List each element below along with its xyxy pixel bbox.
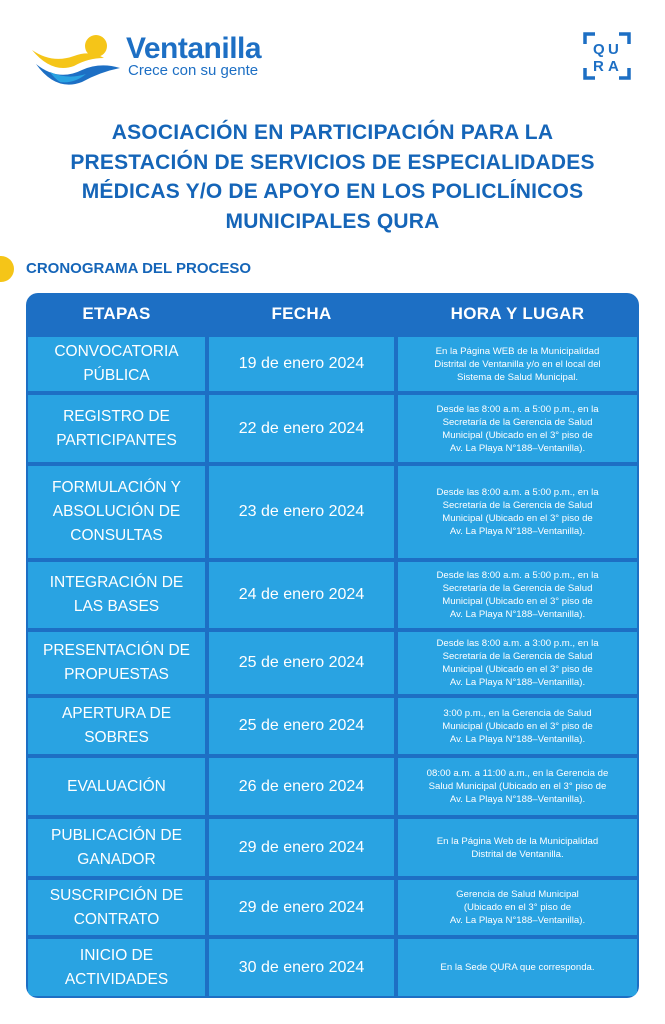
table-row [26, 937, 639, 998]
brand-tagline: Crece con su gente [128, 62, 259, 79]
date-label: 22 de enero 2024 [238, 419, 365, 437]
date-label: 25 de enero 2024 [238, 654, 365, 671]
stage-cell [28, 395, 205, 462]
stage-cell [28, 632, 205, 694]
svg-text:U: U [608, 41, 619, 58]
date-cell [209, 819, 394, 876]
date-label: 29 de enero 2024 [238, 838, 365, 856]
date-cell [209, 395, 394, 462]
table-row [26, 335, 639, 393]
ventanilla-logo [30, 28, 280, 88]
table-row [26, 756, 639, 817]
table-row [26, 464, 639, 560]
date-cell [209, 939, 394, 996]
table-row [26, 630, 639, 696]
date-label: 24 de enero 2024 [238, 586, 365, 603]
date-cell [209, 337, 394, 391]
stage-label: INTEGRACIÓN DE LAS BASES [49, 574, 184, 615]
date-label: 25 de enero 2024 [238, 717, 365, 734]
header-hora-lugar: HORA Y LUGAR [450, 304, 585, 323]
schedule-table [26, 293, 639, 998]
date-cell [209, 698, 394, 754]
svg-text:R: R [593, 58, 604, 75]
place-cell [398, 939, 637, 996]
stage-cell [28, 939, 205, 996]
place-cell [398, 562, 637, 628]
title-line: ASOCIACIÓN EN PARTICIPACIÓN PARA LA [111, 121, 554, 144]
place-label: 3:00 p.m., en la Gerencia de Salud Municipal (Ubicado en el 3° piso de Av. La Playa N°188–Ventanilla). [442, 707, 593, 745]
table-row [26, 393, 639, 464]
date-cell [209, 562, 394, 628]
stage-label: CONVOCATORIA PÚBLICA [54, 343, 179, 384]
page-title [20, 118, 645, 236]
date-label: 19 de enero 2024 [238, 355, 365, 372]
stage-label: SUSCRIPCIÓN DE CONTRATO [49, 886, 184, 928]
stage-label: INICIO DE ACTIVIDADES [64, 946, 169, 988]
date-label: 23 de enero 2024 [238, 503, 365, 520]
date-cell [209, 880, 394, 935]
title-line: MÉDICAS Y/O DE APOYO EN LOS POLICLÍNICOS [81, 180, 584, 203]
date-cell [209, 466, 394, 558]
title-line: PRESTACIÓN DE SERVICIOS DE ESPECIALIDADES [70, 150, 595, 174]
place-label: Desde las 8:00 a.m. a 3:00 p.m., en la Secretaría de la Gerencia de Salud Municipal (Ubicado en el 3° piso de Av. La Playa N°188–Ventanilla). [436, 638, 599, 688]
brand-name: Ventanilla [126, 32, 262, 65]
header-fecha: FECHA [271, 304, 332, 323]
header-etapas: ETAPAS [82, 304, 151, 323]
stage-label: FORMULACIÓN Y ABSOLUCIÓN DE CONSULTAS [52, 479, 181, 544]
stage-cell [28, 337, 205, 391]
stage-cell [28, 562, 205, 628]
section-bullet [0, 256, 14, 282]
stage-cell [28, 466, 205, 558]
stage-cell [28, 758, 205, 815]
stage-label: PUBLICACIÓN DE GANADOR [51, 826, 182, 868]
qura-logo [581, 30, 633, 82]
table-row [26, 878, 639, 937]
date-label: 26 de enero 2024 [238, 777, 365, 795]
stage-label: REGISTRO DE PARTICIPANTES [56, 407, 177, 449]
place-label: En la Página WEB de la Municipalidad Distrital de Ventanilla y/o en el local del Sistema de Salud Municipal. [434, 345, 601, 383]
table-row [26, 560, 639, 630]
place-label: En la Sede QURA que corresponda. [440, 962, 595, 973]
place-label: Gerencia de Salud Municipal (Ubicado en el 3° piso de Av. La Playa N°188–Ventanilla). [449, 889, 586, 926]
place-label: Desde las 8:00 a.m. a 5:00 p.m., en la Secretaría de la Gerencia de Salud Municipal (Ubicado en el 3° piso de Av. La Playa N°188–Ventanilla). [436, 403, 599, 454]
stage-cell [28, 819, 205, 876]
table-row [26, 817, 639, 878]
svg-text:Q: Q [593, 41, 605, 58]
place-cell [398, 337, 637, 391]
table-header [26, 293, 639, 335]
date-label: 30 de enero 2024 [238, 958, 365, 976]
date-cell [209, 632, 394, 694]
stage-label: APERTURA DE SOBRES [61, 705, 172, 746]
place-cell [398, 758, 637, 815]
place-label: 08:00 a.m. a 11:00 a.m., en la Gerencia de Salud Municipal (Ubicado en el 3° piso de Av. La Playa N°188–Ventanilla). [426, 768, 609, 805]
stage-label: PRESENTACIÓN DE PROPUESTAS [43, 642, 190, 683]
ventanilla-emblem-icon [30, 28, 126, 88]
place-cell [398, 880, 637, 935]
svg-text:A: A [608, 58, 619, 75]
stage-cell [28, 880, 205, 935]
place-cell [398, 819, 637, 876]
title-line: MUNICIPALES QURA [225, 209, 440, 233]
table-row [26, 696, 639, 756]
place-label: En la Página Web de la Municipalidad Distrital de Ventanilla. [436, 835, 599, 860]
place-cell [398, 466, 637, 558]
section-title: CRONOGRAMA DEL PROCESO [26, 260, 252, 277]
stage-cell [28, 698, 205, 754]
place-cell [398, 698, 637, 754]
place-cell [398, 395, 637, 462]
place-cell [398, 632, 637, 694]
date-cell [209, 758, 394, 815]
qura-logo-icon [581, 30, 633, 82]
date-label: 29 de enero 2024 [238, 898, 365, 916]
place-label: Desde las 8:00 a.m. a 5:00 p.m., en la Secretaría de la Gerencia de Salud Municipal (Ubicado en el 3° piso de Av. La Playa N°188–Ventanilla). [436, 487, 599, 537]
stage-label: EVALUACIÓN [67, 777, 166, 795]
place-label: Desde las 8:00 a.m. a 5:00 p.m., en la Secretaría de la Gerencia de Salud Municipal (Ubicado en el 3° piso de Av. La Playa N°188–Ventanilla). [436, 570, 599, 620]
